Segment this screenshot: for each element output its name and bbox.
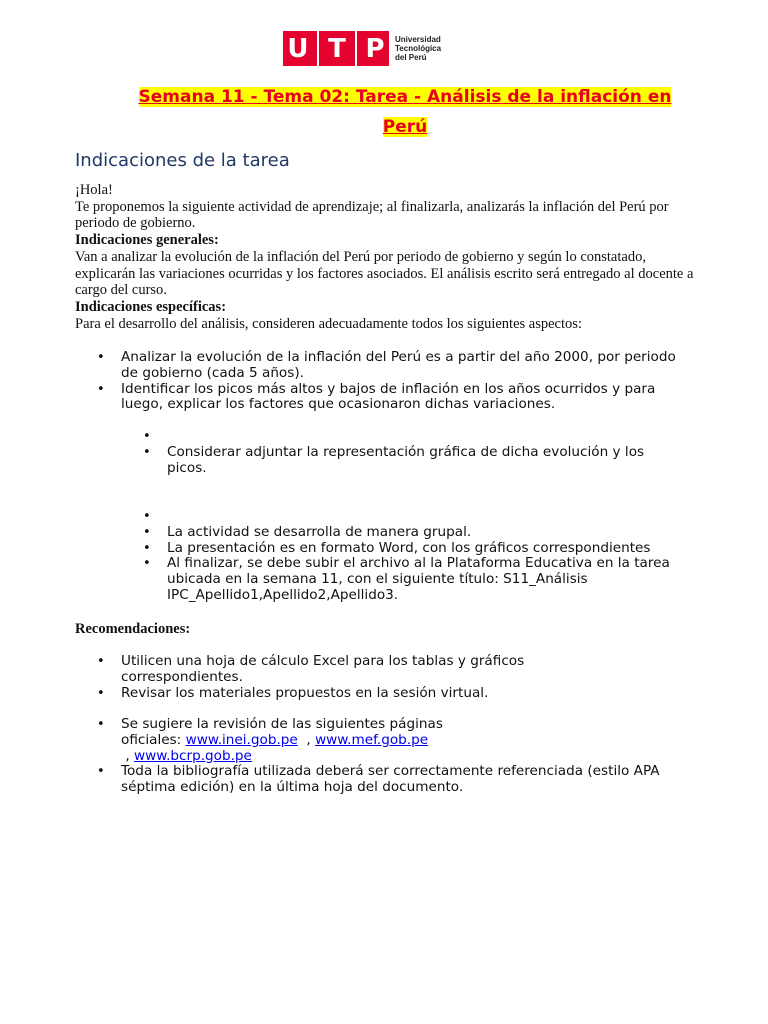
aspects-list [97,349,691,413]
list-item [143,523,687,541]
list-item-text: La presentación es en formato Word, con los gráficos correspondientes [167,539,651,556]
nested-list-1 [143,429,687,476]
link-separator: , [297,731,316,748]
bullet-icon: • [97,717,105,732]
bullet-icon: • [97,685,105,701]
intro-text: Te proponemos la siguiente actividad de aprendizaje; al finalizarla, analizarás la inflación del Perú por periodo de gobierno. [75,198,669,232]
list-item [97,653,581,686]
page-title [70,82,740,142]
list-item-text: Considerar adjuntar la representación gráfica de dicha evolución y los picos. [167,443,645,476]
list-item-text: Identificar los picos más altos y bajos de inflación en los años ocurridos y para luego, explicar los factores que ocasionaron dichas variaciones. [121,380,656,413]
pages-prefix: Se sugiere la revisión de las siguientes páginas oficiales: [121,716,443,748]
bullet-icon: • [143,540,151,556]
recommendations-label: Recomendaciones: [75,621,191,637]
logo-separator [355,31,357,66]
specific-text: Para el desarrollo del análisis, consideren adecuadamente todos los siguientes aspectos: [75,315,582,332]
bcrp-link[interactable]: www.bcrp.gob.pe [133,747,252,764]
logo-separator [317,31,319,66]
bullet-icon: • [143,524,151,540]
list-item [143,555,687,603]
bullet-icon: • [97,654,105,669]
references-list [97,716,661,796]
bullet-icon: • [143,429,151,444]
list-item-text: Utilicen una hoja de cálculo Excel para los tablas y gráficos correspondientes. [121,653,525,685]
list-item [97,763,661,796]
list-item-text: Toda la bibliografía utilizada deberá ser correctamente referenciada (estilo APA séptima edición) en la última hoja del documento. [121,763,660,796]
list-item [97,349,691,382]
utp-logo [283,31,441,66]
list-item [143,429,687,445]
title-line-1 [139,87,672,107]
section-heading: Indicaciones de la tarea [75,150,290,171]
recommendations-list [97,653,581,701]
list-item [97,684,581,702]
list-item-text: La actividad se desarrolla de manera grupal. [167,523,472,540]
list-item [143,509,687,525]
bullet-icon: • [97,764,105,780]
list-item-text: Al finalizar, se debe subir el archivo al la Plataforma Educativa en la tarea ubicada en la semana 11, con el siguiente título: S11_Análisis IPC_Apellido1,Apellido2,Apellido3. [167,555,670,603]
list-item [143,539,687,557]
bullet-icon: • [143,444,151,460]
general-label: Indicaciones generales: [75,232,219,249]
logo-line-2: Tecnológica [395,44,442,53]
logo-line-1: Universidad [395,35,441,44]
bullet-icon: • [97,381,105,397]
logo-line-3: del Perú [395,53,427,62]
logo-wordmark [395,35,441,62]
list-item [143,443,687,477]
logo-letter-p: P [365,33,385,64]
logo-letter-u: U [287,33,309,64]
link-separator: , [121,747,134,764]
bullet-icon: • [143,509,151,524]
list-item-text: Analizar la evolución de la inflación del Perú es a partir del año 2000, por periodo de gobierno (cada 5 años). [121,349,676,381]
specific-label: Indicaciones específicas: [75,298,227,315]
general-text: Van a analizar la evolución de la inflación del Perú por periodo de gobierno y según lo constatado, explicarán las variaciones ocurridas y los factores asociados. El análisis escrito será entregado al docente a cargo del curso. [75,248,694,299]
mef-link[interactable]: www.mef.gob.pe [315,731,429,748]
instructions-text [75,182,695,332]
nested-list-2 [143,509,687,604]
greeting: ¡Hola! [75,182,113,198]
utp-logo-mark [283,31,389,66]
bullet-icon: • [97,350,105,365]
logo-letter-t: T [328,33,346,64]
list-item [97,380,691,414]
bullet-icon: • [143,556,151,572]
list-item-text: Revisar los materiales propuestos en la sesión virtual. [121,684,489,701]
title-line-2: Perú [382,117,428,137]
list-item [97,716,481,764]
inei-link[interactable]: www.inei.gob.pe [185,731,298,748]
title-line-1-text: Semana 11 - Tema 02: Tarea - Análisis de la inflación en [138,87,672,107]
